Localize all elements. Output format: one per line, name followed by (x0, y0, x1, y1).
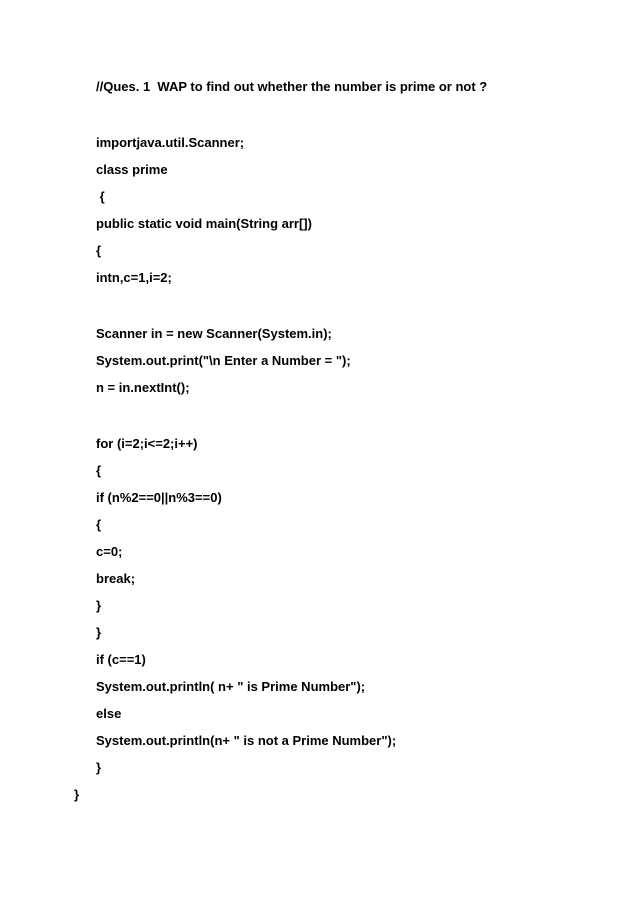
code-line-main-open-brace: { (96, 243, 102, 258)
code-line-for-close-brace: } (96, 625, 102, 640)
code-line-print-not-prime: System.out.println(n+ " is not a Prime Number"); (96, 733, 397, 748)
code-line-if-open-brace: { (96, 517, 102, 532)
code-line-break: break; (96, 571, 136, 586)
code-line-main-signature: public static void main(String arr[]) (96, 216, 312, 231)
code-line-set-c: c=0; (96, 544, 123, 559)
code-line-for-open-brace: { (96, 463, 102, 478)
code-line-class-close-brace: } (74, 787, 80, 802)
code-line-class: class prime (96, 162, 168, 177)
code-line-if-c-check: if (c==1) (96, 652, 146, 667)
code-line-if-condition: if (n%2==0||n%3==0) (96, 490, 222, 505)
code-line-read-input: n = in.nextInt(); (96, 380, 190, 395)
question-heading: //Ques. 1 WAP to find out whether the number is prime or not ? (96, 79, 488, 94)
code-line-class-open-brace: { (96, 189, 105, 204)
code-line-declarations: intn,c=1,i=2; (96, 270, 172, 285)
code-line-print-prompt: System.out.print("\n Enter a Number = "); (96, 353, 351, 368)
code-line-else: else (96, 706, 122, 721)
code-line-print-prime: System.out.println( n+ " is Prime Number"); (96, 679, 366, 694)
code-line-for-loop: for (i=2;i<=2;i++) (96, 436, 198, 451)
code-line-scanner: Scanner in = new Scanner(System.in); (96, 326, 332, 341)
code-line-if-close-brace: } (96, 598, 102, 613)
code-line-main-close-brace: } (96, 760, 102, 775)
code-line-import: importjava.util.Scanner; (96, 135, 245, 150)
